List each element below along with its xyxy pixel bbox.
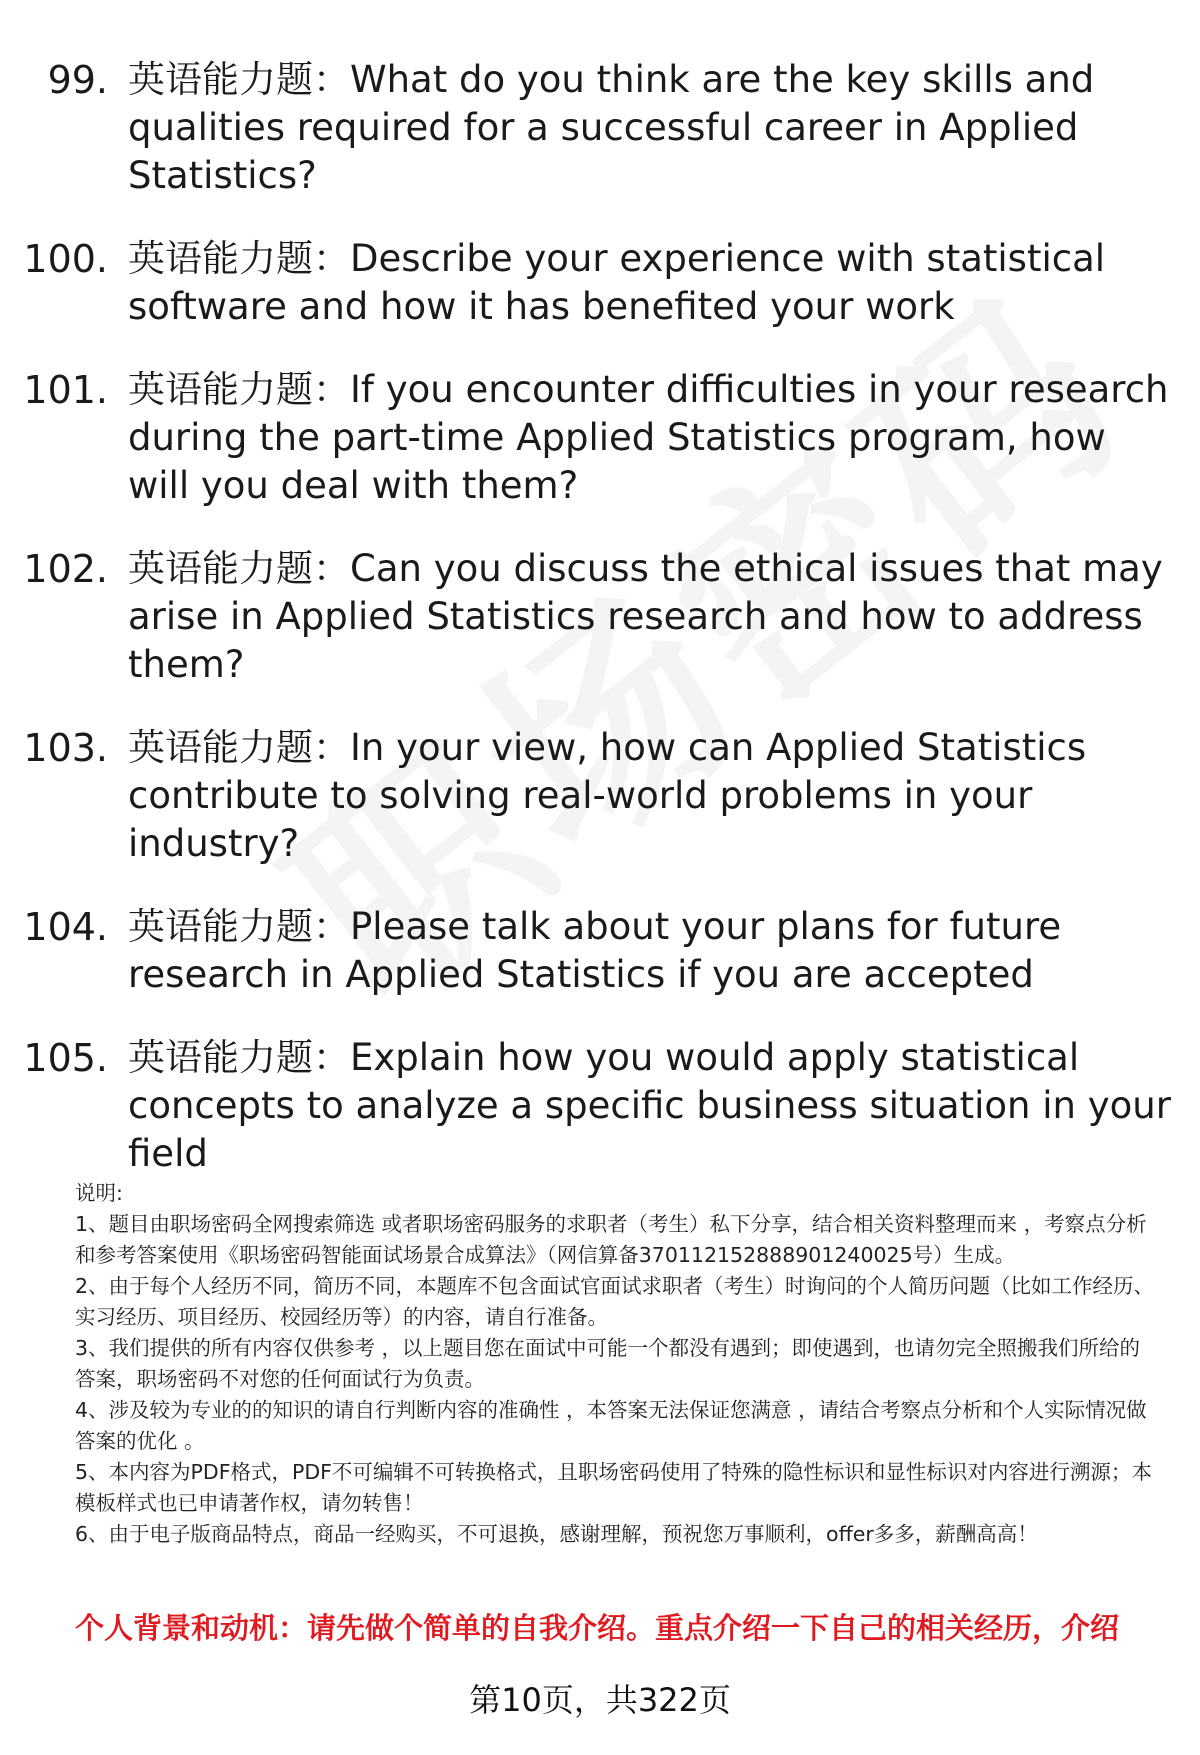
disclaimer-notes bbox=[75, 1178, 1160, 1550]
question-prefix: 英语能力题： bbox=[128, 547, 350, 590]
question-body bbox=[128, 1034, 1173, 1178]
question-number: 105. bbox=[23, 1036, 108, 1080]
question-prefix: 英语能力题： bbox=[128, 368, 350, 411]
question-body bbox=[128, 903, 1173, 999]
question-prefix: 英语能力题： bbox=[128, 905, 350, 948]
question-prefix: 英语能力题： bbox=[128, 58, 350, 101]
question-item bbox=[0, 235, 1200, 331]
question-item bbox=[0, 545, 1200, 689]
question-text: Can you discuss the ethical issues that may arise in Applied Statistics research and how to address them? bbox=[128, 547, 1163, 686]
question-item bbox=[0, 724, 1200, 868]
note-item: 6、由于电子版商品特点，商品一经购买，不可退换，感谢理解，预祝您万事顺利，offer多多，薪酬高高！ bbox=[75, 1522, 1038, 1546]
question-number: 99. bbox=[47, 58, 108, 102]
question-text: Describe your experience with statistical software and how it has benefited your work bbox=[128, 237, 1106, 328]
question-body bbox=[128, 235, 1173, 331]
question-prefix: 英语能力题： bbox=[128, 237, 350, 280]
notes-heading: 说明: bbox=[75, 1181, 123, 1205]
question-body bbox=[128, 545, 1173, 689]
note-item: 2、由于每个人经历不同，简历不同，本题库不包含面试官面试求职者（考生）时询问的个人简历问题（比如工作经历、实习经历、项目经历、校园经历等）的内容，请自行准备。 bbox=[75, 1274, 1155, 1329]
question-text: Please talk about your plans for future research in Applied Statistics if you are accepted bbox=[128, 905, 1062, 996]
question-text: What do you think are the key skills and qualities required for a successful career in Applied Statistics? bbox=[128, 58, 1095, 197]
question-body bbox=[128, 56, 1173, 200]
question-item bbox=[0, 903, 1200, 999]
question-body bbox=[128, 366, 1173, 510]
question-list bbox=[0, 56, 1200, 1213]
question-prefix: 英语能力题： bbox=[128, 1036, 350, 1079]
section-heading-red: 个人背景和动机：请先做个简单的自我介绍。重点介绍一下自己的相关经历，介绍 bbox=[75, 1611, 1120, 1645]
question-number: 103. bbox=[23, 726, 108, 770]
question-item bbox=[0, 366, 1200, 510]
question-text: If you encounter difficulties in your research during the part-time Applied Statistics program, how will you deal with them? bbox=[128, 368, 1169, 507]
question-number: 104. bbox=[23, 905, 108, 949]
note-item: 1、题目由职场密码全网搜索筛选 或者职场密码服务的求职者（考生）私下分享，结合相关资料整理而来 ，考察点分析和参考答案使用《职场密码智能面试场景合成算法》（网信算备370112152888901240025号）生成。 bbox=[75, 1212, 1147, 1267]
question-body bbox=[128, 724, 1173, 868]
question-number: 102. bbox=[23, 547, 108, 591]
question-item bbox=[0, 1034, 1200, 1178]
question-prefix: 英语能力题： bbox=[128, 726, 350, 769]
note-item: 5、本内容为PDF格式，PDF不可编辑不可转换格式，且职场密码使用了特殊的隐性标识和显性标识对内容进行溯源；本模板样式也已申请著作权，请勿转售！ bbox=[75, 1460, 1152, 1515]
question-number: 100. bbox=[23, 237, 108, 281]
question-text: In your view, how can Applied Statistics contribute to solving real-world problems in your industry? bbox=[128, 726, 1087, 865]
question-number: 101. bbox=[23, 368, 108, 412]
page-number: 第10页，共322页 bbox=[469, 1681, 731, 1719]
question-item bbox=[0, 56, 1200, 200]
question-text: Explain how you would apply statistical concepts to analyze a specific business situation in your field bbox=[128, 1036, 1171, 1175]
note-item: 4、涉及较为专业的的知识的请自行判断内容的准确性 ，本答案无法保证您满意 ，请结合考察点分析和个人实际情况做答案的优化 。 bbox=[75, 1398, 1147, 1453]
note-item: 3、我们提供的所有内容仅供参考 ，以上题目您在面试中可能一个都没有遇到；即使遇到，也请勿完全照搬我们所给的答案，职场密码不对您的任何面试行为负责。 bbox=[75, 1336, 1141, 1391]
